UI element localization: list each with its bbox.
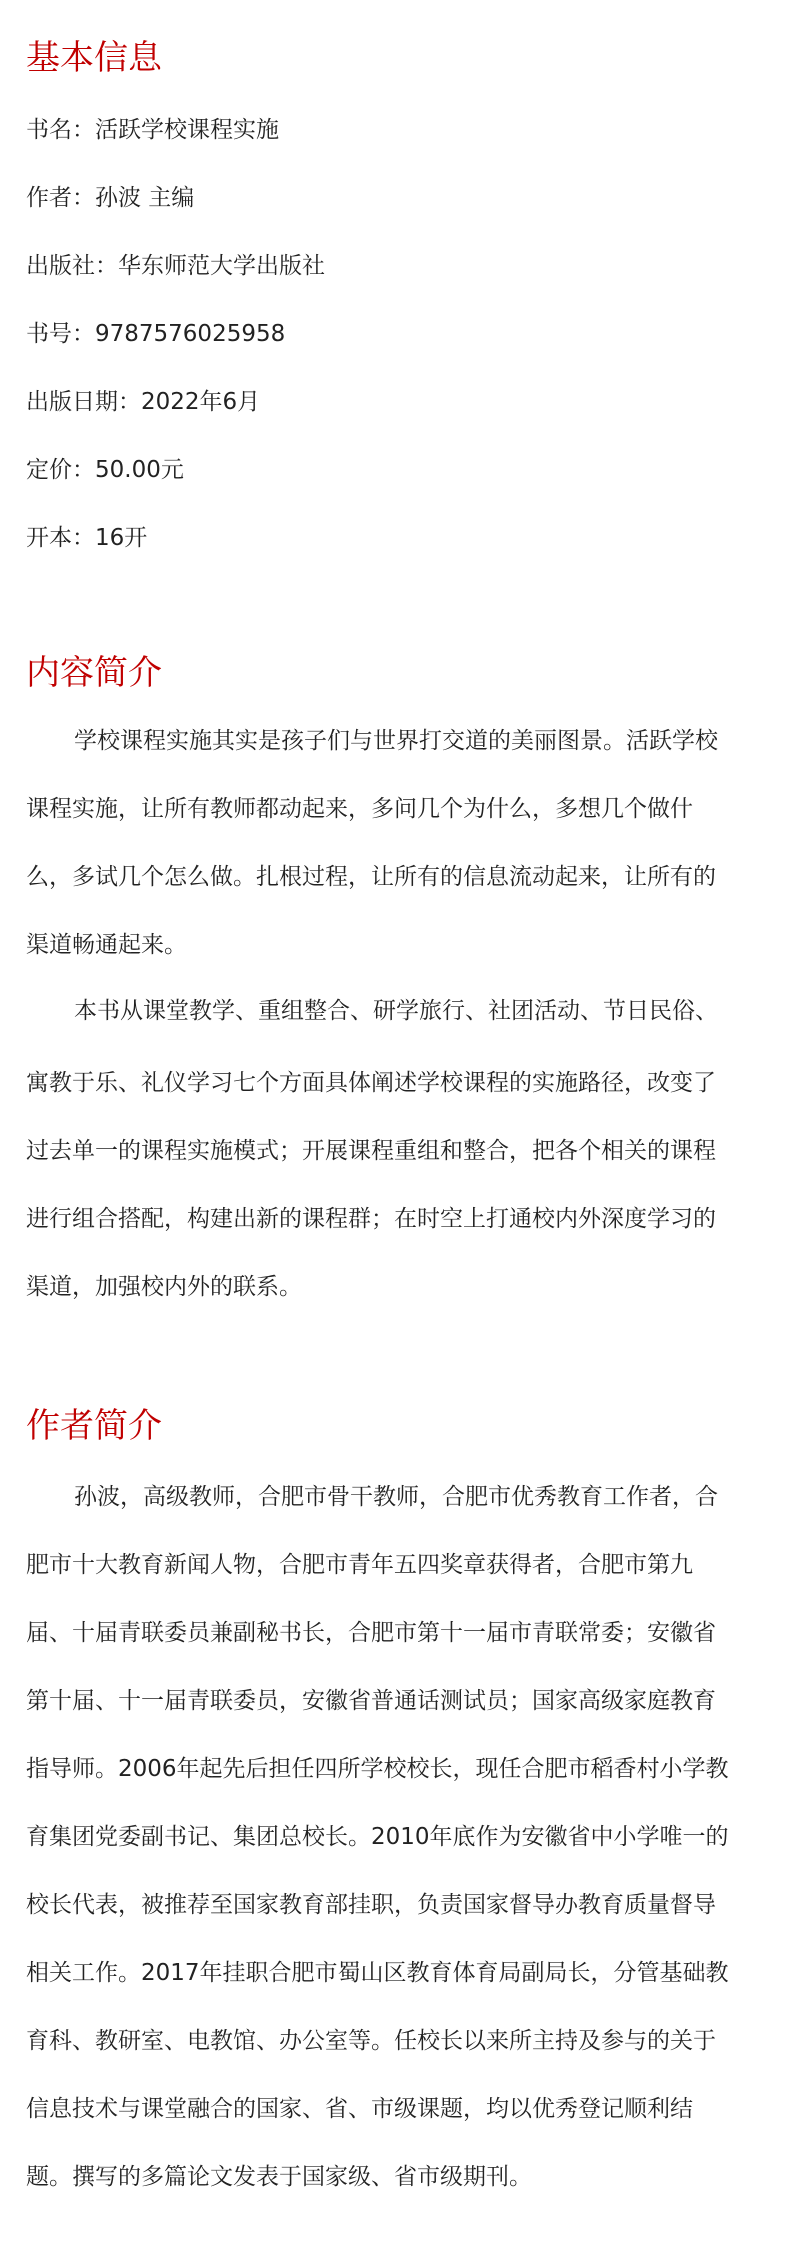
author-heading: 作者简介: [26, 1406, 162, 1446]
basic-info-heading: 基本信息: [26, 38, 162, 78]
summary-line: 过去单一的课程实施模式；开展课程重组和整合，把各个相关的课程: [26, 1138, 716, 1164]
summary-heading: 内容简介: [26, 653, 162, 693]
author-line: 第十届、十一届青联委员，安徽省普通话测试员；国家高级家庭教育: [26, 1688, 716, 1714]
book-title-row: 书名：活跃学校课程实施: [26, 117, 279, 143]
summary-line: 渠道畅通起来。: [26, 932, 187, 958]
book-isbn-row: 书号：9787576025958: [26, 321, 286, 347]
summary-line: 本书从课堂教学、重组整合、研学旅行、社团活动、节日民俗、: [74, 998, 718, 1024]
book-publisher-row: 出版社：华东师范大学出版社: [26, 253, 325, 279]
book-price-row: 定价：50.00元: [26, 457, 184, 483]
author-line: 相关工作。2017年挂职合肥市蜀山区教育体育局副局长，分管基础教: [26, 1960, 729, 1986]
author-line: 指导师。2006年起先后担任四所学校校长，现任合肥市稻香村小学教: [26, 1756, 729, 1782]
author-line: 孙波，高级教师，合肥市骨干教师，合肥市优秀教育工作者，合: [74, 1484, 718, 1510]
summary-line: 寓教于乐、礼仪学习七个方面具体阐述学校课程的实施路径，改变了: [26, 1070, 716, 1096]
book-author-row: 作者：孙波 主编: [26, 185, 195, 211]
book-format-row: 开本：16开: [26, 525, 148, 551]
author-line: 肥市十大教育新闻人物，合肥市青年五四奖章获得者，合肥市第九: [26, 1552, 693, 1578]
author-paragraph: [26, 1482, 764, 2202]
summary-paragraph-2: [26, 996, 764, 1306]
author-line: 校长代表，被推荐至国家教育部挂职，负责国家督导办教育质量督导: [26, 1892, 716, 1918]
summary-line: 么，多试几个怎么做。扎根过程，让所有的信息流动起来，让所有的: [26, 864, 716, 890]
author-line: 题。撰写的多篇论文发表于国家级、省市级期刊。: [26, 2164, 532, 2190]
summary-line: 进行组合搭配，构建出新的课程群；在时空上打通校内外深度学习的: [26, 1206, 716, 1232]
author-line: 育集团党委副书记、集团总校长。2010年底作为安徽省中小学唯一的: [26, 1824, 729, 1850]
book-pubdate-row: 出版日期：2022年6月: [26, 389, 261, 415]
summary-paragraph-1: [26, 726, 764, 966]
summary-line: 课程实施，让所有教师都动起来，多问几个为什么，多想几个做什: [26, 796, 693, 822]
author-line: 信息技术与课堂融合的国家、省、市级课题，均以优秀登记顺利结: [26, 2096, 693, 2122]
summary-line: 渠道，加强校内外的联系。: [26, 1274, 302, 1300]
author-line: 育科、教研室、电教馆、办公室等。任校长以来所主持及参与的关于: [26, 2028, 716, 2054]
summary-line: 学校课程实施其实是孩子们与世界打交道的美丽图景。活跃学校: [74, 728, 718, 754]
author-line: 届、十届青联委员兼副秘书长，合肥市第十一届市青联常委；安徽省: [26, 1620, 716, 1646]
